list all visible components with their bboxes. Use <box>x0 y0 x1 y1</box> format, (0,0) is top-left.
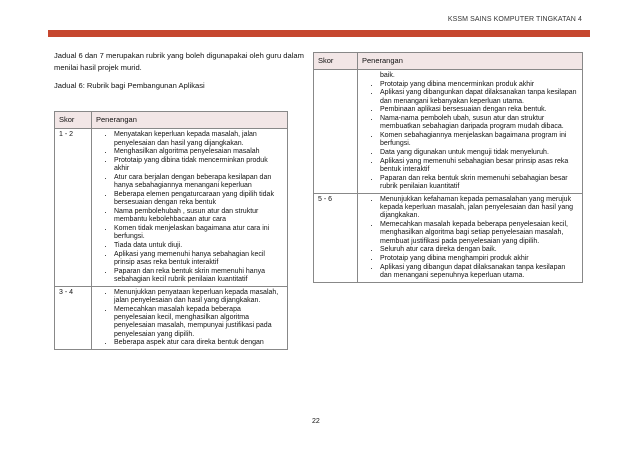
criteria-list <box>358 81 578 192</box>
list-item: • Tiada data untuk diuji. <box>114 242 283 250</box>
header-description: Penerangan <box>92 112 288 129</box>
list-item: • Memecahkan masalah kepada beberapa penyelesaian kecil, menghasilkan algoritma penyelesaian masalah, mempunyai justifikasi pada penyelesaian yang dipilih. <box>114 306 283 340</box>
description-cell <box>92 129 288 286</box>
score-cell: 5 - 6 <box>314 193 358 282</box>
intro-text <box>54 50 304 98</box>
rubric-table-right <box>313 52 583 283</box>
list-item: • Beberapa elemen pengaturcaraan yang dipilih tidak bersesuaian dengan reka bentuk <box>114 191 283 208</box>
list-item: • Aplikasi yang memenuhi hanya sebahagian kecil prinsip asas reka bentuk interaktif <box>114 251 283 268</box>
list-item: • Prototaip yang dibina tidak mencerminkan produk akhir <box>114 157 283 174</box>
list-item: • Prototaip yang dibina mencerminkan produk akhir <box>380 81 578 89</box>
header-score: Skor <box>55 112 92 129</box>
list-item: • Komen tidak menjelaskan bagaimana atur cara ini berfungsi. <box>114 225 283 242</box>
continuation-text: baik. <box>380 72 395 80</box>
table-row <box>55 129 288 286</box>
list-item: • Pembinaan aplikasi bersesuaian dengan reka bentuk. <box>380 106 578 114</box>
list-item: • Nama pembolehubah , susun atur dan struktur membantu kebolehbacaan atur cara <box>114 208 283 225</box>
list-item: • Prototaip yang dibina menghampiri produk akhir <box>380 255 578 263</box>
score-cell <box>314 70 358 193</box>
criteria-list <box>92 131 283 284</box>
list-item: • Aplikasi yang dibangun dapat dilaksanakan tanpa kesilapan dan menangani sepenuhnya keperluan utama. <box>380 264 578 281</box>
rubric-table-left <box>54 111 288 350</box>
header-score: Skor <box>314 53 358 70</box>
running-header: KSSM SAINS KOMPUTER TINGKATAN 4 <box>447 16 582 23</box>
list-item: • Nama-nama pemboleh ubah, susun atur dan struktur membuatkan sebahagian daripada program mudah dibaca. <box>380 115 578 132</box>
table-row <box>314 193 583 282</box>
score-cell: 1 - 2 <box>55 129 92 286</box>
header-rule <box>48 30 590 37</box>
list-item: • Menunjukkan penyataan keperluan kepada masalah, jalan penyelesaian dan hasil yang dijangkakan. <box>114 289 283 306</box>
list-item: • Seluruh atur cara direka dengan baik. <box>380 246 578 254</box>
list-item: • Paparan dan reka bentuk skrin memenuhi sebahagian besar rubrik penilaian kuantitatif <box>380 175 578 192</box>
description-cell <box>358 70 583 193</box>
list-item: • Paparan dan reka bentuk skrin memenuhi hanya sebahagian kecil rubrik penilaian kuantitatif <box>114 268 283 285</box>
description-cell <box>358 193 583 282</box>
intro-paragraph: Jadual 6 dan 7 merupakan rubrik yang boleh digunapakai oleh guru dalam menilai hasil projek murid. <box>54 51 304 72</box>
header-description: Penerangan <box>358 53 583 70</box>
list-item: • Aplikasi yang memenuhi sebahagian besar prinsip asas reka bentuk interaktif <box>380 158 578 175</box>
list-item: • Menyatakan keperluan kepada masalah, jalan penyelesaian dan hasil yang dijangkakan. <box>114 131 283 148</box>
list-item: • Atur cara berjalan dengan beberapa kesilapan dan hanya sebahagiannya menangani keperluan <box>114 174 283 191</box>
score-cell: 3 - 4 <box>55 286 92 349</box>
list-item: • Menunjukkan kefahaman kepada pemasalahan yang merujuk kepada keperluan masalah, jalan penyelesaian dan hasil yang dijangkakan. <box>380 196 578 221</box>
page-number: 22 <box>312 418 320 425</box>
description-cell <box>92 286 288 349</box>
table-caption: Jadual 6: Rubrik bagi Pembangunan Aplikasi <box>54 81 205 90</box>
table-row <box>314 70 583 193</box>
criteria-list <box>92 289 283 348</box>
list-item: • Menghasilkan algoritma penyelesaian masalah <box>114 148 283 156</box>
criteria-list <box>358 196 578 281</box>
list-item: • Komen sebahagiannya menjelaskan bagaimana program ini berfungsi. <box>380 132 578 149</box>
table-row <box>55 286 288 349</box>
list-item: • Aplikasi yang dibangunkan dapat dilaksanakan tanpa kesilapan dan menangani kebanyakan keperluan utama. <box>380 89 578 106</box>
list-item: • Beberapa aspek atur cara direka bentuk dengan <box>114 339 283 347</box>
list-item: • Data yang digunakan untuk menguji tidak menyeluruh. <box>380 149 578 157</box>
list-item: • Memecahkan masalah kepada beberapa penyelesaian kecil, menghasilkan algoritma bagi setiap penyelesaian masalah, membuat justifikasi pada penyelesaian yang dipilih. <box>380 221 578 246</box>
